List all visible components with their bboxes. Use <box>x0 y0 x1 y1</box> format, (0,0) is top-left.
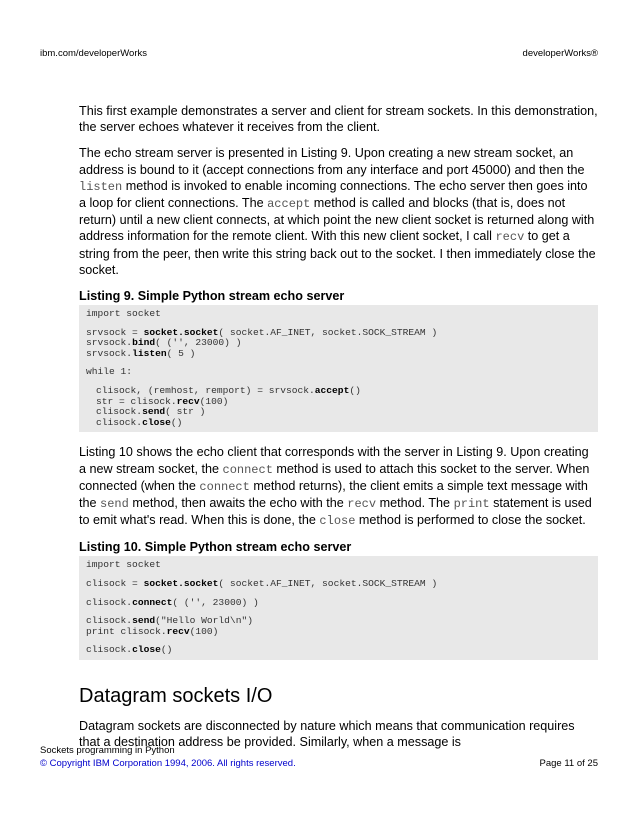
inline-code-print: print <box>453 496 490 511</box>
code-line: clisock.send( str ) <box>96 406 206 418</box>
page-number: Page 11 of 25 <box>539 757 598 769</box>
page-content <box>79 103 598 760</box>
code-line: str = clisock.recv(100) <box>96 395 229 407</box>
server-description-paragraph <box>79 145 598 278</box>
section-heading: Datagram sockets I/O <box>79 684 273 707</box>
code-line: print clisock.recv(100) <box>86 625 219 637</box>
listing-10-code <box>79 556 598 660</box>
client-description-paragraph: Listing 10 shows the echo client that corresponds with the server in Listing 9. Upon creating a new stream socket, the connect method is used to attach this socket to the server. When connected (when the connect method returns), the client emits a simple text message with the send method, then awaits the echo with the recv method. The print statement is used to emit what's read. When this is done, the close method is performed to close the socket. <box>79 445 592 529</box>
code-line: clisock.close() <box>96 416 183 428</box>
text: method is called and blocks (that is, does not return) until a new client connects, at which point the new client socket is returned along with address information for the remote client. With this new client socket, I call <box>79 196 595 244</box>
header-brand: developerWorks® <box>522 48 598 59</box>
code-line: clisock = socket.socket( socket.AF_INET, socket.SOCK_STREAM ) <box>86 577 438 589</box>
code-line: clisock.send("Hello World\n") <box>86 615 253 627</box>
inline-code-connect: connect <box>199 479 250 494</box>
text: The echo stream server is presented in Listing 9. Upon creating a new stream socket, an address is bound to it (accept connections from any interface and port 45000) and then the <box>79 146 585 177</box>
intro-paragraph: This first example demonstrates a server and client for stream sockets. In this demonstration, the server echoes whatever it receives from the client. <box>79 104 598 135</box>
inline-code-accept: accept <box>267 197 311 212</box>
code-line: clisock.connect( ('', 23000) ) <box>86 596 259 608</box>
code-line: import socket <box>86 308 161 320</box>
inline-code-connect: connect <box>222 462 273 477</box>
footer-doc-title: Sockets programming in Python <box>40 745 175 756</box>
code-line: clisock.close() <box>86 644 173 656</box>
code-line: clisock, (remhost, remport) = srvsock.accept() <box>96 385 361 396</box>
code-line: srvsock = socket.socket( socket.AF_INET, socket.SOCK_STREAM ) <box>86 326 438 338</box>
text: to get a string from the peer, then write this string back out to the socket. I then immediately close the socket. <box>79 229 596 277</box>
datagram-paragraph: Datagram sockets are disconnected by nature which means that communication requires that a destination address be provided. Similarly, when a message is <box>79 718 575 750</box>
inline-code-close: close <box>319 514 356 529</box>
listing-9-code <box>79 305 598 432</box>
code-line: srvsock.listen( 5 ) <box>86 347 196 359</box>
code-line: while 1: <box>86 366 133 378</box>
code-line: srvsock.bind( ('', 23000) ) <box>86 337 242 349</box>
code-line: import socket <box>86 559 161 571</box>
header-site[interactable]: ibm.com/developerWorks <box>40 48 148 59</box>
page-footer <box>40 745 598 770</box>
text: method is invoked to enable incoming connections. The echo server then goes into a loop for client connections. The <box>79 178 588 211</box>
inline-code-send: send <box>100 496 129 511</box>
inline-code-recv: recv <box>347 496 377 511</box>
inline-code-recv: recv <box>495 230 525 245</box>
listing-9-title: Listing 9. Simple Python stream echo server <box>79 289 345 304</box>
listing-10-title: Listing 10. Simple Python stream echo server <box>79 540 352 555</box>
inline-code-listen: listen <box>79 179 123 194</box>
copyright-link[interactable]: © Copyright IBM Corporation 1994, 2006. All rights reserved. <box>40 757 296 769</box>
